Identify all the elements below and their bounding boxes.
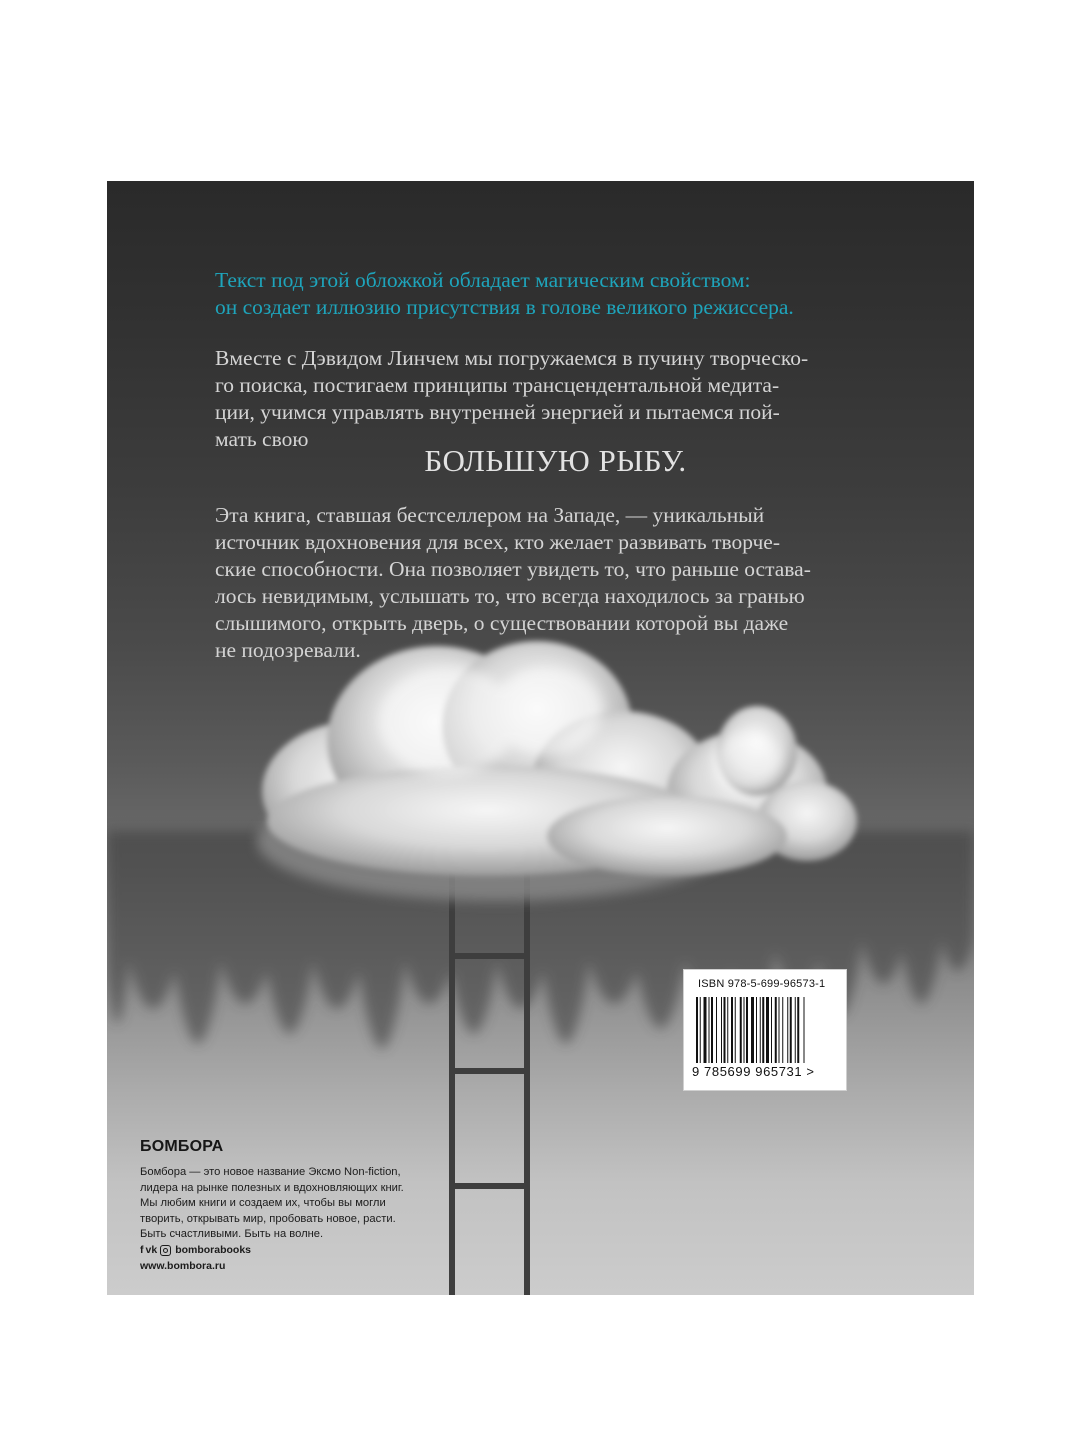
publisher-about-text: Бомбора — это новое название Эксмо Non-fiction, лидера на рынке полезных и вдохновляющих книг. Мы любим книги и создаем их, чтобы вы могли творить, открывать мир, пробовать новое, расти. Быть счастливыми. Быть на волне. — [140, 1166, 404, 1240]
barcode — [696, 997, 832, 1063]
social-handle: bomborabooks — [175, 1244, 252, 1256]
headline-big-fish: БОЛЬШУЮ РЫБУ. — [424, 443, 687, 478]
book-back-cover — [107, 181, 974, 1295]
description-paragraph-2: Эта книга, ставшая бестселлером на Западе, — уникальный источник вдохновения для всех, кто желает развивать творче- ские способности. Она позволяет увидеть то, что раньше остава- лось невидимым, услышать то, что всегда находилось за гранью слышимого, открыть дверь, о существовании которой вы даже не подозревали. — [215, 503, 811, 662]
publisher-logo: БОМБОРА — [140, 1138, 224, 1155]
description-paragraph-1: Вместе с Дэвидом Линчем мы погружаемся в пучину творческо- го поиска, постигаем принципы трансцендентальной медита- ции, учимся управлять внутренней энергией и пытаемся пой- мать свою — [215, 346, 809, 451]
isbn-label: ISBN 978-5-699-96573-1 — [698, 978, 826, 990]
instagram-icon — [160, 1245, 171, 1256]
social-links — [140, 1244, 251, 1256]
facebook-icon: f — [140, 1244, 144, 1256]
barcode-digits: 9 785699 965731 > — [692, 1064, 815, 1079]
vk-icon: vk — [145, 1244, 158, 1256]
publisher-website: www.bombora.ru — [140, 1260, 226, 1272]
barcode-panel — [683, 969, 847, 1091]
tagline-text: Текст под этой обложкой обладает магическим свойством: он создает иллюзию присутствия в голове великого режиссера. — [215, 268, 794, 319]
